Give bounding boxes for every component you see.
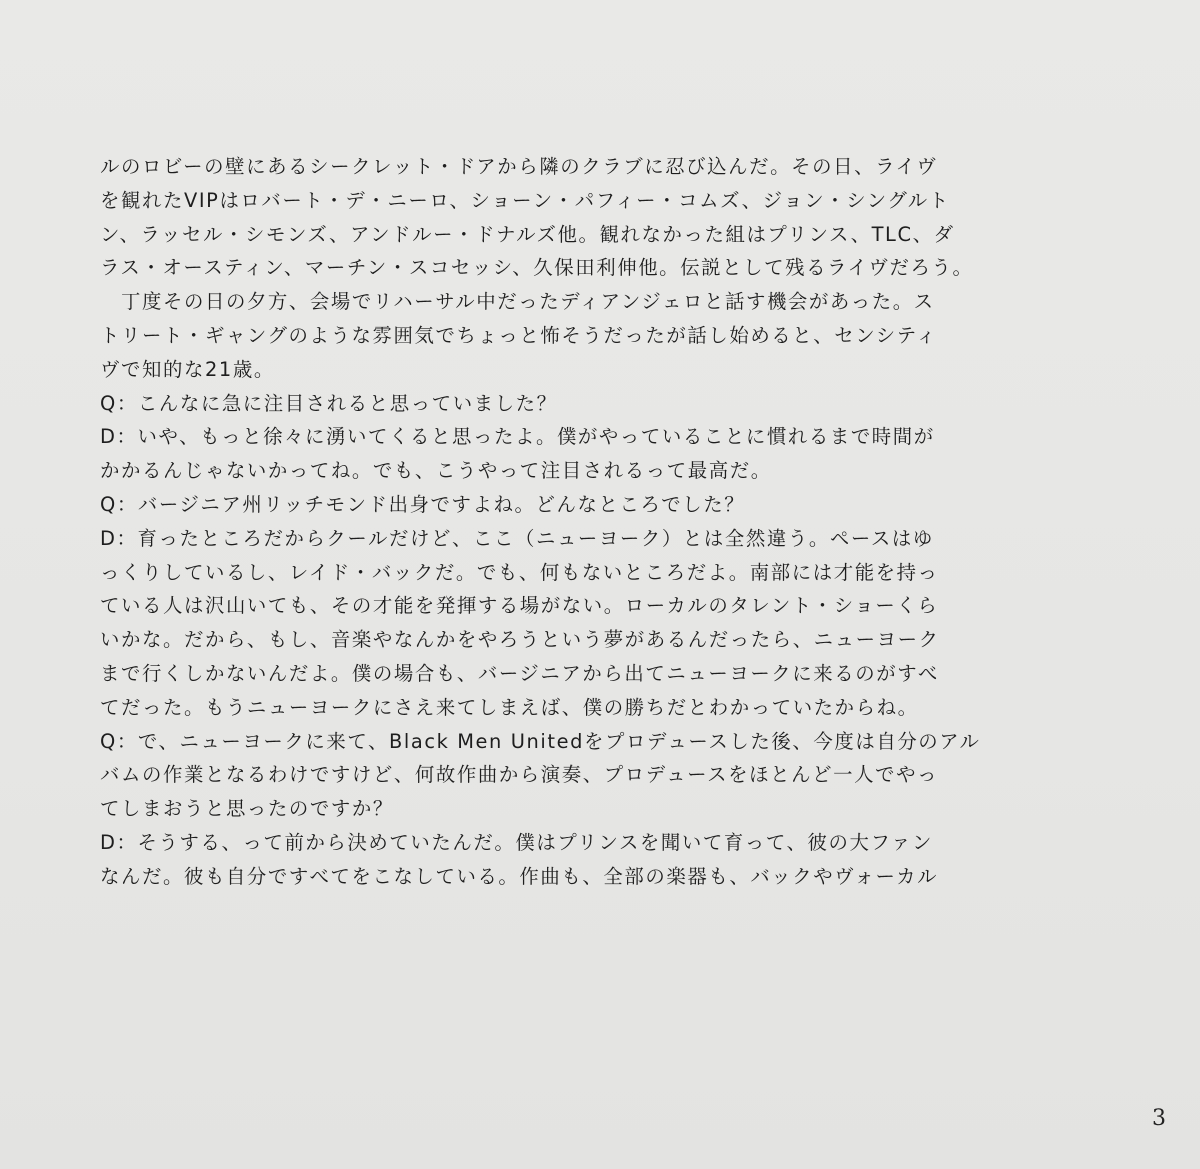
question-line: Q：こんなに急に注目されると思っていました？ [100, 391, 558, 415]
text-line: トリート・ギャングのような雰囲気でちょっと怖そうだったが話し始めると、センシティ [100, 323, 938, 347]
page-number: 3 [1152, 1106, 1166, 1131]
text-line: ン、ラッセル・シモンズ、アンドルー・ドナルズ他。観れなかった組はプリンス、TLC、ダ [100, 222, 955, 246]
question-line: Q：で、ニューヨークに来て、Black Men Unitedをプロデュースした後、今度は自分のアル [100, 729, 981, 753]
question-line: Q：バージニア州リッチモンド出身ですよね。どんなところでした？ [100, 492, 746, 516]
text-line: ヴで知的な21歳。 [100, 357, 275, 381]
text-line: かかるんじゃないかってね。でも、こうやって注目されるって最高だ。 [100, 459, 772, 483]
text-line: てだった。もうニューヨークにさえ来てしまえば、僕の勝ちだとわかっていたからね。 [100, 695, 919, 719]
text-line: ルのロビーの壁にあるシークレット・ドアから隣のクラブに忍び込んだ。その日、ライヴ [100, 155, 938, 178]
answer-line: D：そうする、って前から決めていたんだ。僕はプリンスを聞いて育って、彼の大ファン [100, 830, 934, 854]
answer-line: D：いや、もっと徐々に湧いてくると思ったよ。僕がやっていることに慣れるまで時間が [100, 425, 935, 449]
text-line: いかな。だから、もし、音楽やなんかをやろうという夢があるんだったら、ニューヨーク [100, 628, 940, 652]
text-line: ラス・オースティン、マーチン・スコセッシ、久保田利伸他。伝説として残るライヴだろう。 [100, 256, 974, 280]
answer-line: D：育ったところだからクールだけど、ここ（ニューヨーク）とは全然違う。ペースはゆ [100, 526, 934, 550]
text-line: を観れたVIPはロバート・デ・ニーロ、ショーン・パフィー・コムズ、ジョン・シングルト [100, 188, 950, 212]
text-line: っくりしているし、レイド・バックだ。でも、何もないところだよ。南部には才能を持っ [100, 560, 939, 584]
interview-text [100, 150, 1108, 894]
text-line: なんだ。彼も自分ですべてをこなしている。作曲も、全部の楽器も、バックやヴォーカル [100, 864, 939, 888]
text-line: ている人は沢山いても、その才能を発揮する場がない。ローカルのタレント・ショーくら [100, 594, 939, 618]
text-line: まで行くしかないんだよ。僕の場合も、バージニアから出てニューヨークに来るのがすべ [100, 661, 939, 685]
text-line: てしまおうと思ったのですか？ [100, 797, 394, 821]
text-line: 丁度その日の夕方、会場でリハーサル中だったディアンジェロと話す機会があった。ス [100, 290, 935, 314]
text-line: バムの作業となるわけですけど、何故作曲から演奏、プロデュースをほとんど一人でやっ [100, 763, 939, 787]
